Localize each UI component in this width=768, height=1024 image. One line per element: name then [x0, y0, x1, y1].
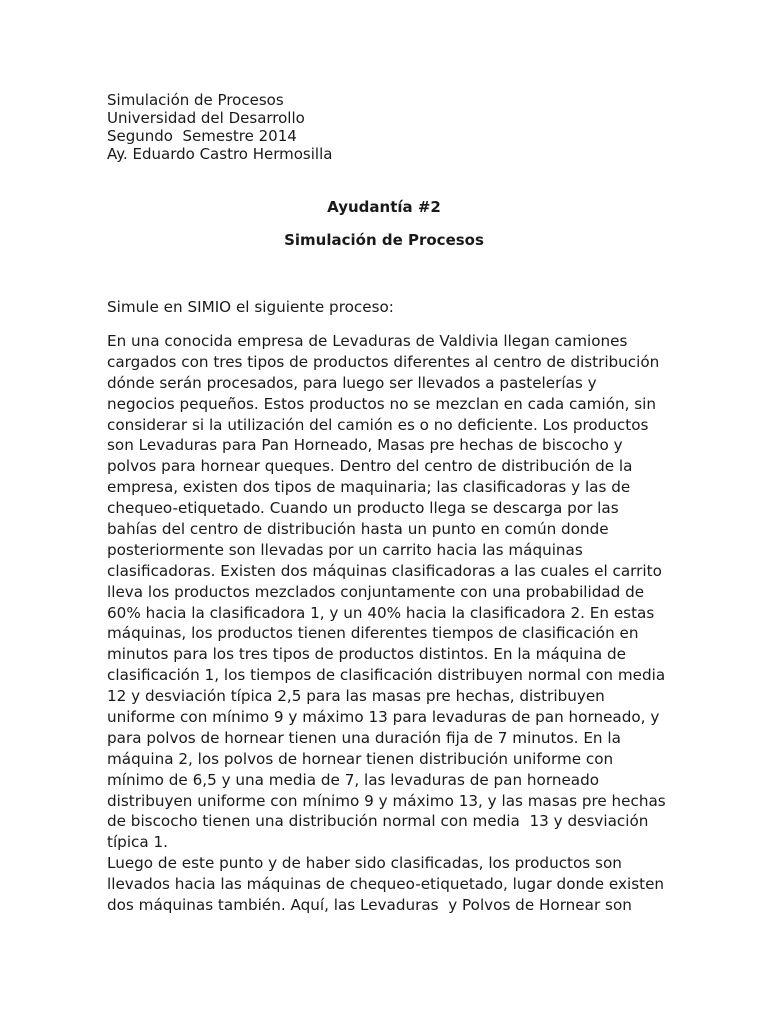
body-line: típica 1. [107, 833, 169, 852]
body-paragraph [107, 331, 667, 916]
body-line: de biscocho tienen una distribución normal con media 13 y desviación [107, 812, 649, 831]
university-name: Universidad del Desarrollo [107, 109, 305, 127]
body-line: dónde serán procesados, para luego ser llevados a pastelerías y [107, 373, 597, 392]
body-line: 12 y desviación típica 2,5 para las masas pre hechas, distribuyen [107, 687, 605, 706]
body-line: empresa, existen dos tipos de maquinaria; las clasificadoras y las de [107, 478, 631, 497]
body-line: distribuyen uniforme con mínimo 9 y máximo 13, y las masas pre hechas [107, 791, 666, 810]
body-line: En una conocida empresa de Levaduras de Valdivia llegan camiones [107, 332, 628, 350]
document-subtitle: Simulación de Procesos [284, 231, 484, 249]
body-line: considerar si la utilización del camión es o no deficiente. Los productos [107, 415, 649, 434]
body-line: minutos para los tres tipos de productos distintos. En la máquina de [107, 645, 627, 664]
body-line: polvos para hornear queques. Dentro del centro de distribución de la [107, 457, 633, 476]
body-line: 60% hacia la clasificadora 1, y un 40% hacia la clasificadora 2. En estas [107, 603, 655, 622]
body-line: posteriormente son llevadas por un carrito hacia las máquinas [107, 540, 583, 559]
body-line: son Levaduras para Pan Horneado, Masas pre hechas de biscocho y [107, 436, 623, 455]
document-header [107, 91, 332, 163]
body-line: uniforme con mínimo 9 y máximo 13 para levaduras de pan horneado, y [107, 708, 660, 727]
assistant-name: Ay. Eduardo Castro Hermosilla [107, 145, 333, 163]
semester: Segundo Semestre 2014 [107, 127, 297, 145]
body-line: chequeo-etiquetado. Cuando un producto llega se descarga por las [107, 499, 619, 518]
body-line: para polvos de hornear tienen una duración fija de 7 minutos. En la [107, 728, 621, 747]
intro-sentence: Simule en SIMIO el siguiente proceso: [107, 298, 394, 316]
body-line: llevados hacia las máquinas de chequeo-etiquetado, lugar donde existen [107, 875, 665, 894]
body-line: clasificación 1, los tiempos de clasificación distribuyen normal con media [107, 666, 666, 685]
document-title: Ayudantía #2 [327, 198, 441, 216]
body-line: clasificadoras. Existen dos máquinas clasificadoras a las cuales el carrito [107, 561, 662, 580]
body-line: lleva los productos mezclados conjuntamente con una probabilidad de [107, 582, 645, 601]
body-line: dos máquinas también. Aquí, las Levaduras y Polvos de Hornear son [107, 896, 632, 915]
course-name: Simulación de Procesos [107, 91, 284, 109]
body-line: máquinas, los productos tienen diferentes tiempos de clasificación en [107, 624, 639, 643]
body-line: máquina 2, los polvos de hornear tienen distribución uniforme con [107, 749, 614, 768]
body-line: negocios pequeños. Estos productos no se mezclan en cada camión, sin [107, 394, 657, 413]
body-line: cargados con tres tipos de productos diferentes al centro de distribución [107, 352, 660, 371]
body-line: bahías del centro de distribución hasta un punto en común donde [107, 520, 609, 539]
body-line: mínimo de 6,5 y una media de 7, las levaduras de pan horneado [107, 770, 600, 789]
body-line: Luego de este punto y de haber sido clasificadas, los productos son [107, 854, 622, 873]
